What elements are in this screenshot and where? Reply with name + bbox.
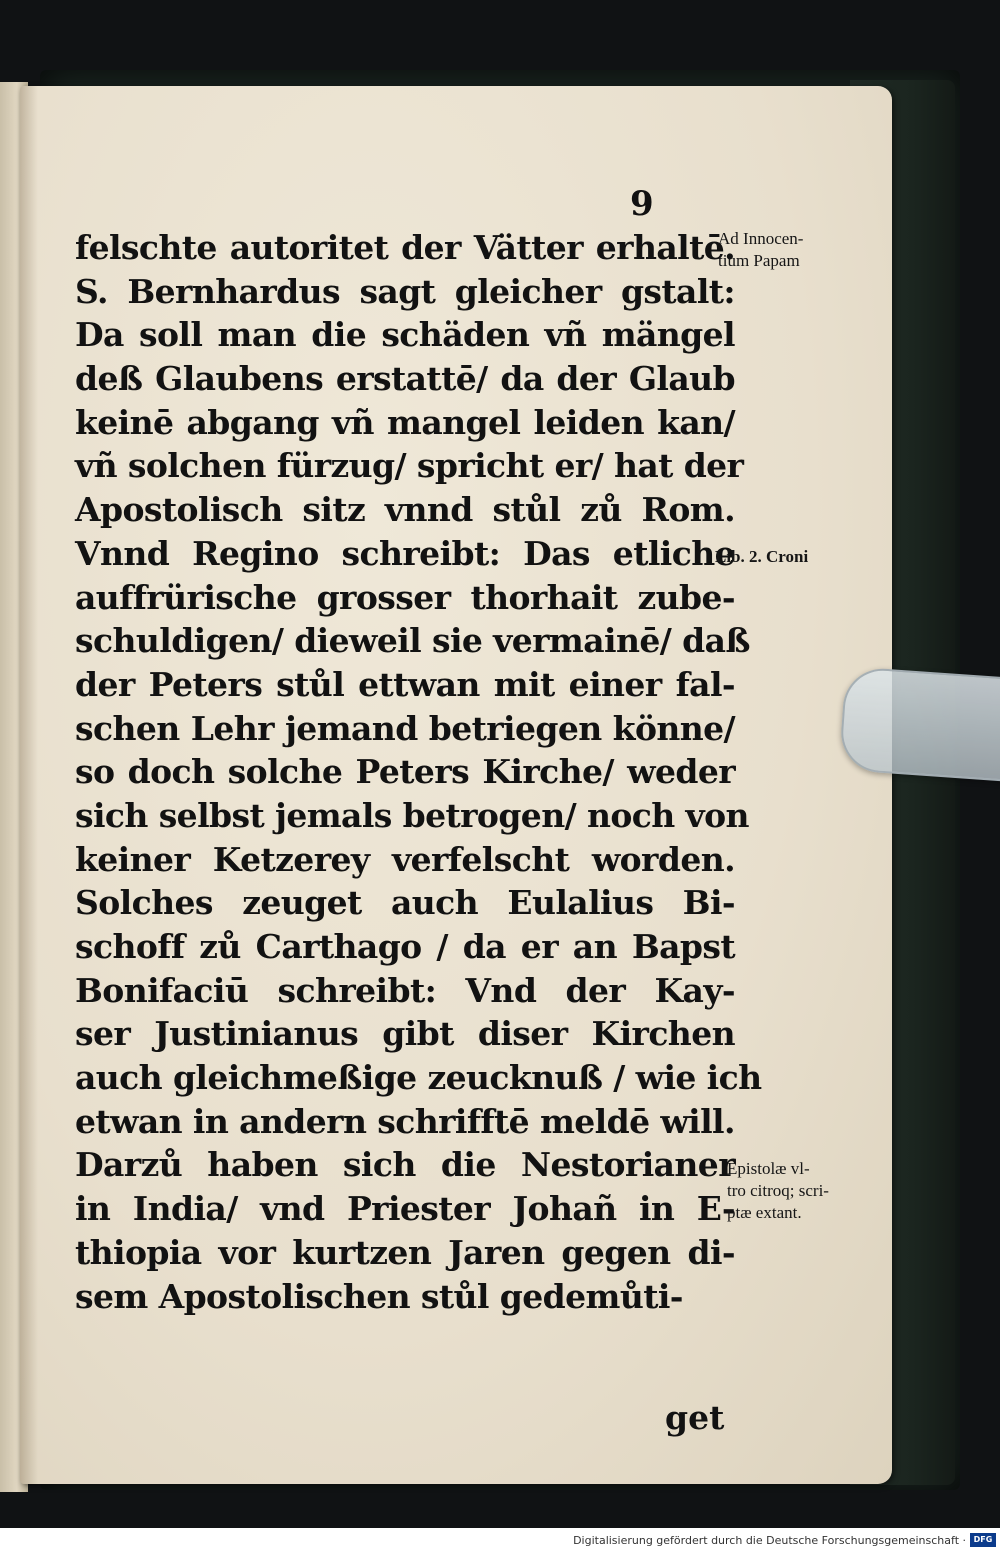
book-page (20, 86, 892, 1484)
text-line: vñ solchen fürzug/ spricht er/ hat der (75, 446, 744, 486)
text-line: deß Glaubens erstattē/ da der Glaub (75, 359, 735, 399)
text-line: Solches zeuget auch Eulalius Bi- (75, 883, 735, 923)
text-line: felschte autoritet der Vätter erhaltē. (75, 228, 735, 267)
text-line: schen Lehr jemand betriegen könne/ (75, 708, 735, 748)
dfg-logo-icon: DFG (970, 1533, 996, 1547)
text-line: auffrürische grosser thorhait zube- (75, 577, 735, 617)
text-line: sich selbst jemals betrogen/ noch von (75, 795, 749, 835)
text-line: der Peters stůl ettwan mit einer fal- (75, 664, 735, 704)
footer-credit: Digitalisierung gefördert durch die Deutsche Forschungsgemeinschaft · (573, 1534, 966, 1547)
marginal-note-line: Lib. 2. Croni (715, 547, 809, 566)
text-line: auch gleichmeßige zeucknuß / wie ich (75, 1058, 762, 1098)
text-line: sem Apostolischen stůl gedemůti- (75, 1276, 683, 1316)
text-line: keiner Ketzerey verfelscht worden. (75, 839, 735, 879)
marginal-note-line: Ad Innocen- (718, 229, 804, 248)
text-line: schuldigen/ dieweil sie vermainē/ daß (75, 621, 750, 661)
text-line: Da soll man die schäden vñ mängel (75, 315, 735, 355)
page-number: 9 (630, 184, 654, 224)
text-line: Apostolisch sitz vnnd stůl zů Rom. (75, 490, 735, 530)
text-line: S. Bernhardus sagt gleicher gstalt: (75, 271, 735, 311)
marginal-note-line: ptæ extant. (727, 1203, 802, 1222)
text-line: Vnnd Regino schreibt: Das etliche (75, 533, 735, 573)
marginal-note-epistolae (727, 1158, 829, 1224)
marginal-note-line: Epistolæ vl- (727, 1159, 810, 1178)
text-line: Bonifaciū schreibt: Vnd der Kay- (75, 970, 735, 1010)
plastic-page-clip (839, 666, 1000, 782)
gutter-shadow (20, 86, 38, 1484)
marginal-note-line: tium Papam (718, 251, 800, 270)
footer-bar (0, 1528, 1000, 1553)
marginal-note-croni (715, 546, 808, 568)
text-line: keinē abgang vñ mangel leiden kan/ (75, 402, 735, 442)
text-line: so doch solche Peters Kirche/ weder (75, 752, 735, 792)
text-line: schoff zů Carthago / da er an Bapst (75, 927, 735, 966)
text-line: ser Justinianus gibt diser Kirchen (75, 1014, 735, 1054)
catchword: get (665, 1398, 725, 1437)
marginal-note-innocentium (718, 228, 803, 272)
marginal-note-line: tro citroq; scri- (727, 1181, 829, 1200)
text-line: etwan in andern schrifftē meldē will. (75, 1101, 735, 1141)
text-line: thiopia vor kurtzen Jaren gegen di- (75, 1232, 735, 1272)
text-line: Darzů haben sich die Nestorianer (75, 1145, 735, 1185)
text-line: in India/ vnd Priester Johañ in E- (75, 1189, 735, 1229)
